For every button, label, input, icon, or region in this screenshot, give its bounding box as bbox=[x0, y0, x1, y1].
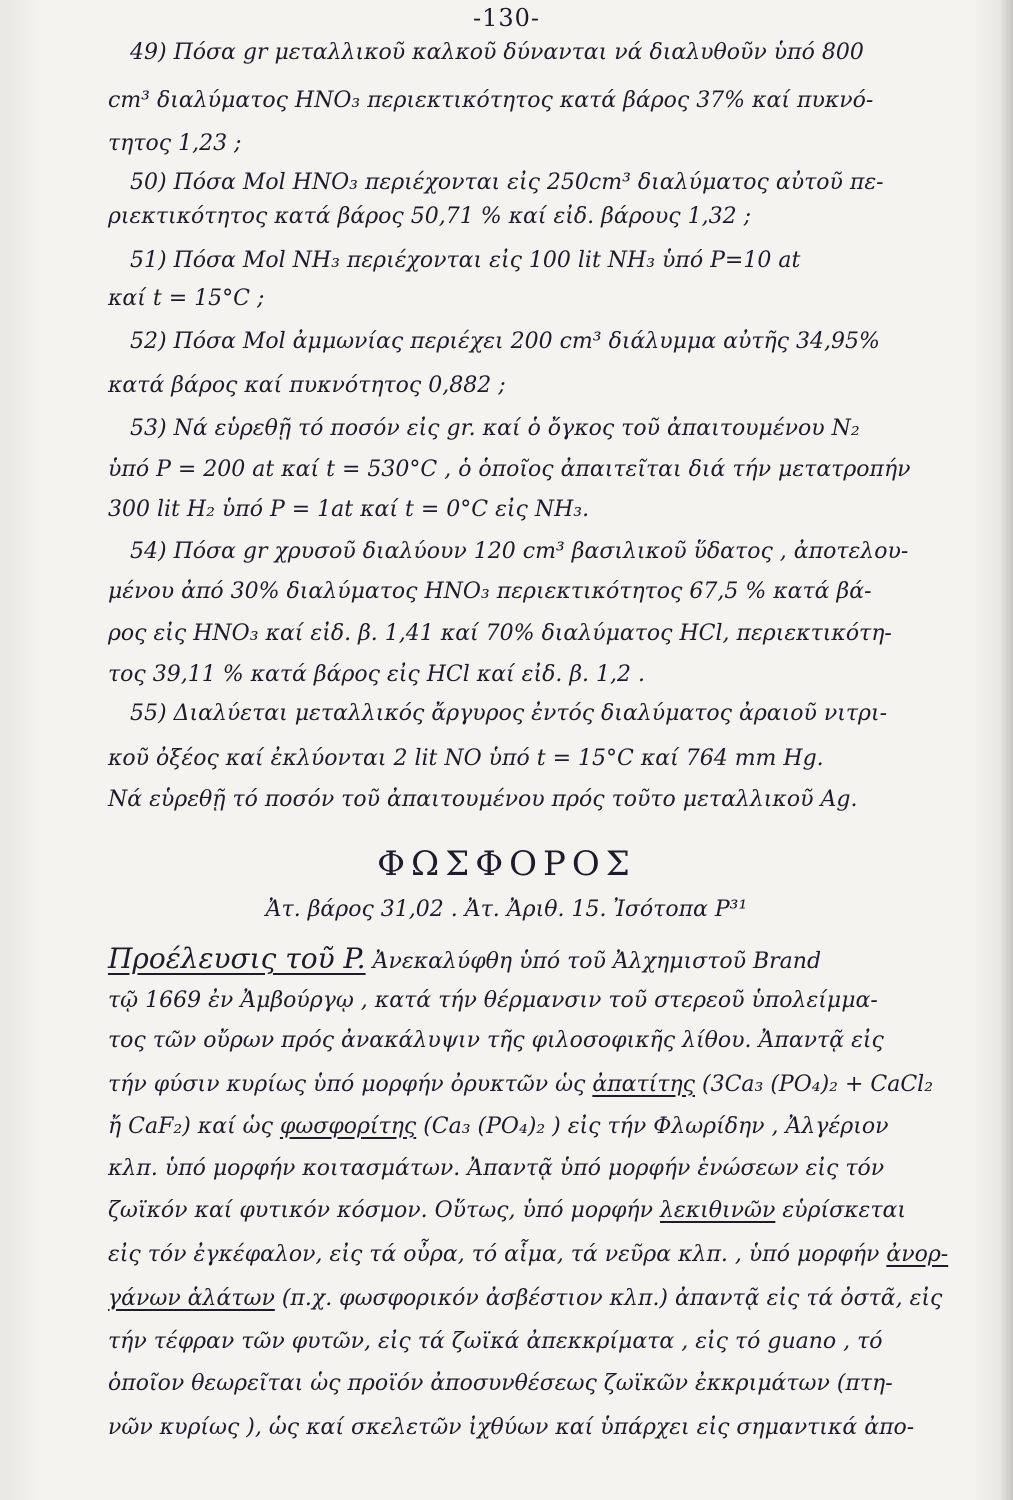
body-line-9-b: (π.χ. φωσφορικόν ἀσβέστιον κλπ.) ἀπαντᾷ εἰς τά ὀστᾶ, εἰς bbox=[274, 1286, 943, 1311]
body-line-11: ὁποῖον θεωρεῖται ὡς προϊόν ἀποσυνθέσεως ζωϊκῶν ἐκκριμάτων (πτη- bbox=[108, 1371, 893, 1396]
origin-heading: Προέλευσις τοῦ P. bbox=[108, 942, 366, 975]
body-line-6: κλπ. ὑπό μορφήν κοιτασμάτων. Ἀπαντᾷ ὑπό μορφήν ἑνώσεων εἰς τόν bbox=[108, 1156, 885, 1181]
problem-51-line-2: καί t = 15°C ; bbox=[108, 286, 265, 311]
body-line-10: τήν τέφραν τῶν φυτῶν, εἰς τά ζωϊκά ἀπεκκρίματα , εἰς τό guano , τό bbox=[108, 1329, 883, 1354]
body-line-1-text: Ἀνεκαλύφθη ὑπό τοῦ Ἀλχημιστοῦ Brand bbox=[365, 949, 822, 974]
lecithin-term: λεκιθινῶν bbox=[659, 1198, 776, 1223]
body-line-4 bbox=[108, 1074, 933, 1096]
problem-54-line-4: τος 39,11 % κατά βάρος εἰς HCl καί εἰδ. β. 1,2 . bbox=[108, 662, 646, 687]
problem-49-line-1: 49) Πόσα gr μεταλλικοῦ καλκοῦ δύνανται νά διαλυθοῦν ὑπό 800 bbox=[130, 40, 864, 65]
problem-54-line-3: ρος εἰς HNO₃ καί εἰδ. β. 1,41 καί 70% διαλύματος HCl, περιεκτικότη- bbox=[108, 621, 892, 646]
problem-50-line-1: 50) Πόσα Mol HNO₃ περιέχονται εἰς 250cm³ διαλύματος αὐτοῦ πε- bbox=[130, 170, 884, 195]
body-line-8-a: εἰς τόν ἐγκέφαλον, εἰς τά οὖρα, τό αἷμα, τά νεῦρα κλπ. , ὑπό μορφήν bbox=[108, 1242, 887, 1267]
page-edge-shadow bbox=[999, 0, 1013, 1500]
body-line-4-a: τήν φύσιν κυρίως ὑπό μορφήν ὀρυκτῶν ὡς bbox=[108, 1072, 593, 1097]
body-line-9 bbox=[108, 1288, 942, 1310]
body-line-7 bbox=[108, 1200, 906, 1222]
problem-54-line-2: μένου ἀπό 30% διαλύματος HNO₃ περιεκτικότητος 67,5 % κατά βά- bbox=[108, 579, 872, 604]
problem-49-line-2: cm³ διαλύματος HNO₃ περιεκτικότητος κατά βάρος 37% καί πυκνό- bbox=[108, 88, 874, 113]
body-line-4-b: (3Ca₃ (PO₄)₂ + CaCl₂ bbox=[695, 1072, 934, 1097]
inorganic-term-b: γάνων ἁλάτων bbox=[108, 1286, 275, 1311]
body-line-7-b: εὑρίσκεται bbox=[775, 1198, 906, 1223]
problem-50-line-2: ριεκτικότητος κατά βάρος 50,71 % καί εἰδ. βάρους 1,32 ; bbox=[108, 204, 751, 229]
body-line-7-a: ζωϊκόν καί φυτικόν κόσμον. Οὕτως, ὑπό μορφήν bbox=[108, 1198, 660, 1223]
body-line-2: τῷ 1669 ἐν Ἀμβούργῳ , κατά τήν θέρμανσιν τοῦ στερεοῦ ὑπολείμμα- bbox=[108, 988, 878, 1013]
body-line-5 bbox=[108, 1116, 888, 1138]
problem-49-line-3: τητος 1,23 ; bbox=[108, 131, 242, 156]
section-title: ΦΩΣΦΟΡΟΣ bbox=[377, 844, 636, 884]
problem-55-line-3: Νά εὑρεθῇ τό ποσόν τοῦ ἀπαιτουμένου πρός τοῦτο μεταλλικοῦ Ag. bbox=[108, 787, 858, 812]
page-number: -130- bbox=[472, 4, 541, 32]
problem-55-line-1: 55) Διαλύεται μεταλλικός ἄργυρος ἐντός διαλύματος ἀραιοῦ νιτρι- bbox=[130, 701, 888, 726]
problem-53-line-2: ὑπό P = 200 at καί t = 530°C , ὁ ὁποῖος ἀπαιτεῖται διά τήν μετατροπήν bbox=[108, 457, 911, 482]
body-line-12: νῶν κυρίως ), ὡς καί σκελετῶν ἰχθύων καί ὑπάρχει εἰς σημαντικά ἀπο- bbox=[108, 1415, 915, 1440]
inorganic-term-a: ἀνορ- bbox=[886, 1242, 949, 1267]
section-subtitle: Ἀτ. βάρος 31,02 . Ἀτ. Ἀριθ. 15. Ἰσότοπα P³¹ bbox=[265, 897, 748, 922]
problem-52-line-2: κατά βάρος καί πυκνότητος 0,882 ; bbox=[108, 373, 506, 398]
apatite-term: ἀπατίτης bbox=[592, 1072, 695, 1097]
body-line-8 bbox=[108, 1244, 948, 1266]
body-line-1 bbox=[108, 942, 822, 975]
phosphorite-term: φωσφορίτης bbox=[279, 1114, 417, 1139]
body-line-5-a: ἤ CaF₂) καί ὡς bbox=[108, 1114, 280, 1139]
problem-54-line-1: 54) Πόσα gr χρυσοῦ διαλύουν 120 cm³ βασιλικοῦ ὕδατος , ἀποτελου- bbox=[130, 539, 909, 564]
problem-53-line-3: 300 lit H₂ ὑπό P = 1at καί t = 0°C εἰς NH₃. bbox=[108, 497, 590, 522]
problem-55-line-2: κοῦ ὀξέος καί ἐκλύονται 2 lit NO ὑπό t = 15°C καί 764 mm Hg. bbox=[108, 746, 824, 771]
body-line-3: τος τῶν οὔρων πρός ἀνακάλυψιν τῆς φιλοσοφικῆς λίθου. Ἀπαντᾷ εἰς bbox=[108, 1028, 884, 1053]
problem-52-line-1: 52) Πόσα Mol ἀμμωνίας περιέχει 200 cm³ διάλυμμα αὐτῆς 34,95% bbox=[130, 329, 880, 354]
problem-51-line-1: 51) Πόσα Mol NH₃ περιέχονται εἰς 100 lit NH₃ ὑπό P=10 at bbox=[130, 248, 801, 273]
problem-53-line-1: 53) Νά εὑρεθῇ τό ποσόν εἰς gr. καί ὁ ὄγκος τοῦ ἀπαιτουμένου N₂ bbox=[130, 416, 860, 441]
body-line-5-b: (Ca₃ (PO₄)₂ ) εἰς τήν Φλωρίδην , Ἀλγέριον bbox=[416, 1114, 889, 1139]
